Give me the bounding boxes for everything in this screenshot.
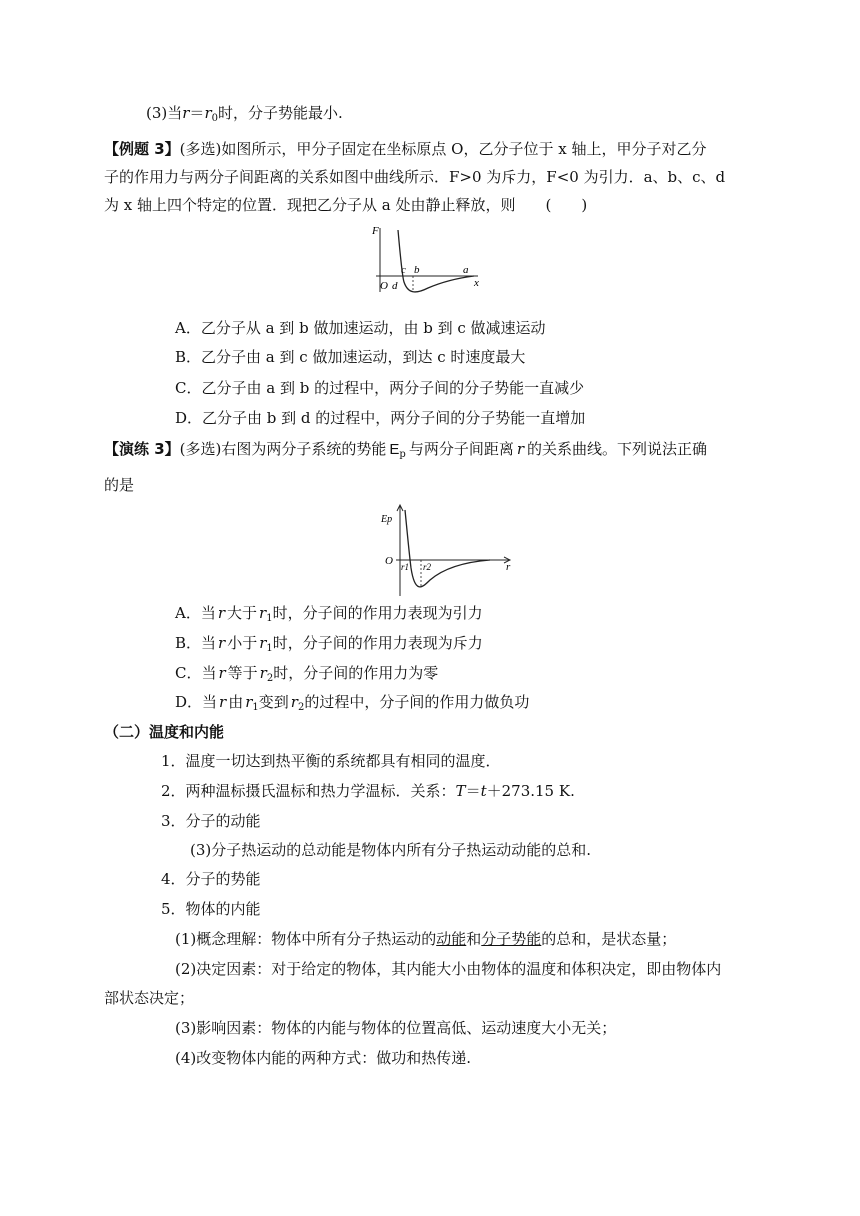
p2-t: t [480, 782, 487, 800]
section2-p5-2b: 部状态决定； [104, 989, 195, 1007]
opt-d-r2-sub: 2 [297, 702, 305, 713]
opt-a-r: r [217, 604, 226, 622]
force-curve-figure [370, 222, 490, 296]
opt-a-r1: r [259, 604, 267, 622]
section2-p3-sub: (3)分子热运动的总动能是物体内所有分子热运动动能的总和. [190, 841, 592, 859]
example3-line1 [104, 139, 706, 159]
drill3-r: r [516, 440, 524, 458]
p2-T: T [455, 782, 466, 800]
example3-option-b: B．乙分子由 a 到 c 做加速运动，到达 c 时速度最大 [175, 348, 526, 366]
p5-1-kinetic: 动能 [436, 930, 467, 948]
x-label: x [474, 277, 479, 289]
opt-d-rest: 的过程中，分子间的作用力做负功 [304, 693, 530, 711]
opt-d-r: r [219, 693, 227, 711]
intro-line [146, 103, 343, 129]
section2-p2 [161, 781, 575, 801]
drill3-tag: 【演练 3】 [104, 440, 180, 458]
drill3-option-a [175, 603, 483, 629]
p5-1-and: 和 [466, 930, 482, 948]
potential-curve [405, 510, 490, 587]
origin-label: O [385, 555, 393, 567]
section2-p5-1 [175, 929, 676, 949]
intro-r0: r [204, 104, 212, 122]
intro-rest: 时，分子势能最小. [217, 104, 343, 122]
opt-a-verb: 大于 [227, 604, 258, 622]
origin-label: O [380, 280, 388, 292]
drill3-pre: (多选)右图为两分子系统的势能 [179, 440, 387, 458]
potential-curve-figure [378, 502, 518, 598]
example3-line2: 子的作用力与两分子间距离的关系如图中曲线所示．F>0 为斥力，F<0 为引力．a、b、c、d [104, 168, 726, 186]
drill3-ep: E [389, 441, 400, 458]
p5-1-potential: 分子势能 [481, 930, 542, 948]
opt-c-r2: r [259, 664, 267, 682]
section2-p5-2a: (2)决定因素：对于给定的物体，其内能大小由物体的温度和体积决定，即由物体内 [175, 960, 722, 978]
drill3-option-d [175, 692, 529, 718]
drill3-line1 [104, 439, 707, 465]
drill3-ep-sub: p [399, 449, 406, 460]
opt-b-rest: 时，分子间的作用力表现为斥力 [272, 634, 483, 652]
opt-b-r1: r [259, 634, 267, 652]
r1-label: r1 [401, 562, 410, 572]
p2-text: 2．两种温标摄氏温标和热力学温标．关系： [161, 782, 456, 800]
intro-eq: ＝ [189, 104, 205, 122]
opt-a-prefix: A．当 [175, 604, 216, 622]
opt-a-rest: 时，分子间的作用力表现为引力 [272, 604, 483, 622]
section2-p5-3: (3)影响因素：物体的内能与物体的位置高低、运动速度大小无关； [175, 1019, 617, 1037]
opt-c-r2-sub: 2 [266, 673, 274, 684]
example3-option-c: C．乙分子由 a 到 b 的过程中，两分子间的分子势能一直减少 [175, 379, 585, 397]
intro-r: r [182, 104, 190, 122]
section2-p4: 4．分子的势能 [161, 870, 261, 888]
opt-b-r: r [218, 634, 226, 652]
opt-d-verb: 由 [228, 693, 244, 711]
ep-label: Ep [381, 514, 393, 525]
p5-1-rest: 的总和，是状态量； [541, 930, 677, 948]
section2-p5-4: (4)改变物体内能的两种方式：做功和热传递. [175, 1049, 472, 1067]
opt-c-rest: 时，分子间的作用力为零 [273, 664, 439, 682]
example3-tag: 【例题 3】 [104, 140, 180, 158]
drill3-mid: 与两分子间距离 [408, 440, 514, 458]
drill3-option-b [175, 633, 483, 659]
a-label: a [463, 264, 469, 276]
d-label: d [392, 280, 398, 292]
opt-b-verb: 小于 [227, 634, 258, 652]
opt-d-r2: r [290, 693, 298, 711]
example3-option-d: D．乙分子由 b 到 d 的过程中，两分子间的分子势能一直增加 [175, 409, 586, 427]
example3-line3: 为 x 轴上四个特定的位置．现把乙分子从 a 处由静止释放，则 ( ) [104, 196, 588, 214]
opt-b-r1-sub: 1 [266, 643, 273, 654]
opt-c-verb: 等于 [227, 664, 258, 682]
force-curve [398, 230, 474, 292]
intro-num: (3)当 [146, 104, 183, 122]
opt-d-prefix: D．当 [175, 693, 218, 711]
opt-d-r1-sub: 1 [252, 702, 259, 713]
r-label: r [506, 561, 511, 573]
drill3-option-c [175, 663, 438, 689]
opt-b-prefix: B．当 [175, 634, 217, 652]
section2-p5: 5．物体的内能 [161, 900, 261, 918]
c-label: c [401, 264, 406, 276]
drill3-line2: 的是 [104, 476, 135, 494]
b-label: b [414, 264, 420, 276]
r2-label: r2 [423, 562, 432, 572]
f-label: F [372, 225, 379, 237]
opt-d-r1: r [245, 693, 253, 711]
p2-rest: ＋273.15 K. [486, 782, 575, 800]
example3-text1: (多选)如图所示，甲分子固定在坐标原点 O，乙分子位于 x 轴上，甲分子对乙分 [179, 140, 707, 158]
opt-c-prefix: C．当 [175, 664, 217, 682]
section2-title: （二）温度和内能 [104, 723, 225, 741]
section2-p3: 3．分子的动能 [161, 812, 261, 830]
opt-c-r: r [218, 664, 226, 682]
p2-eq: ＝ [465, 782, 481, 800]
example3-option-a: A．乙分子从 a 到 b 做加速运动，由 b 到 c 做减速运动 [175, 319, 546, 337]
drill3-post: 的关系曲线。下列说法正确 [527, 440, 708, 458]
section2-p1: 1．温度一切达到热平衡的系统都具有相同的温度． [161, 752, 501, 770]
intro-r0-sub: 0 [211, 113, 218, 124]
opt-d-mid: 变到 [258, 693, 289, 711]
p5-1-text: (1)概念理解：物体中所有分子热运动的 [175, 930, 437, 948]
opt-a-r1-sub: 1 [266, 613, 273, 624]
